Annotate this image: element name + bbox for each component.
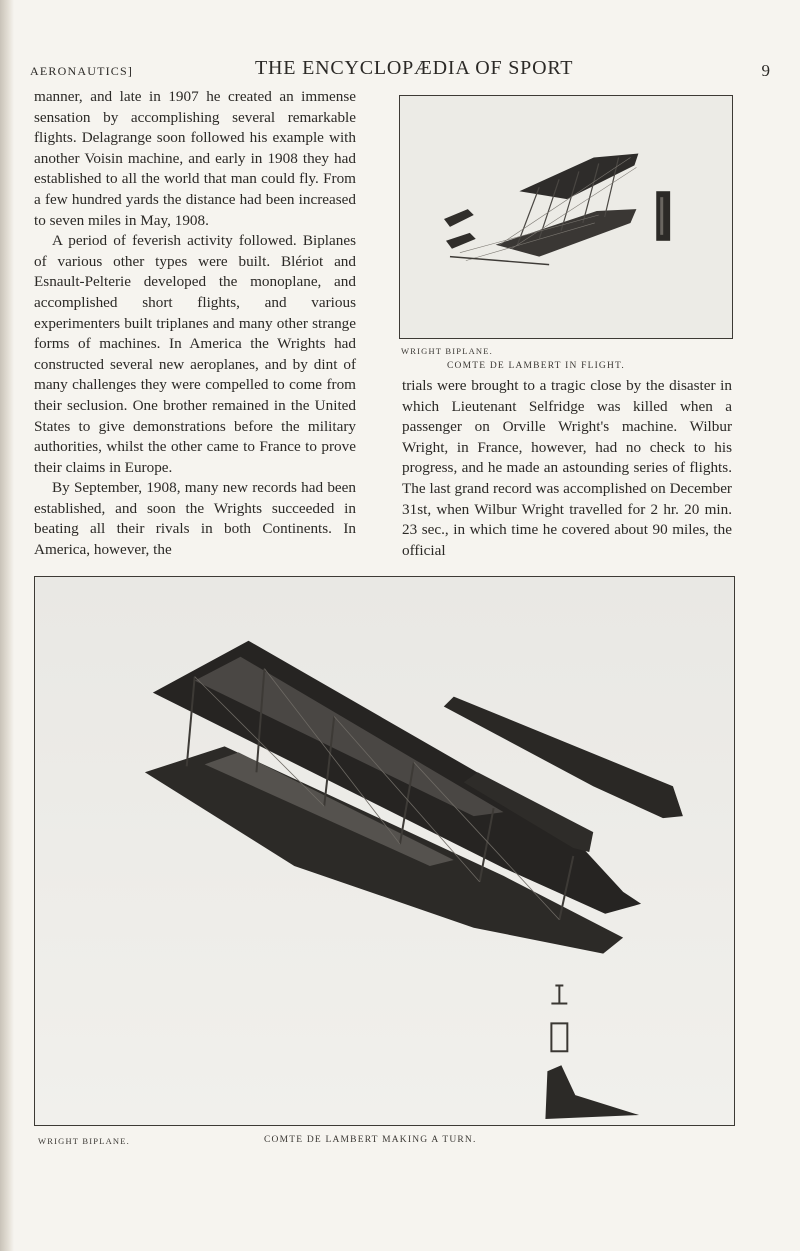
paragraph: manner, and late in 1907 he created an immense sensation by accomplishing several remarkable flights. Delagrange soon followed his example with another Voisin machine, and early in 1908 they had established to all the world that man could fly. From a few hundred yards the distance had been increased to seven miles in May, 1908. [34,88,356,229]
paragraph: trials were brought to a tragic close by the disaster in which Lieutenant Selfridge was killed when a passenger on Orville Wright's machine. Wilbur Wright, in France, however, had no check to his progress, and he made an astounding series of flights. The last grand record was accomplished on December 31st, when Wilbur Wright travelled for 2 hr. 20 min. 23 sec., in which time he covered about 90 miles, the official [402,377,732,559]
running-head [30,57,770,83]
figure-1-caption-left: WRIGHT BIPLANE. [401,346,493,356]
running-head-section: AERONAUTICS] [30,64,134,78]
figure-2-caption-right: COMTE DE LAMBERT MAKING A TURN. [264,1135,477,1145]
left-text-column [34,87,356,561]
running-head-title: THE ENCYCLOPÆDIA OF SPORT [255,57,574,79]
page-number: 9 [761,61,770,80]
biplane-illustration-2 [35,577,734,1125]
figure-1-caption-right: COMTE DE LAMBERT IN FLIGHT. [447,361,625,371]
paragraph: By September, 1908, many new records had been established, and soon the Wrights succeeded in beating all their rivals in both Continents. In America, however, the [34,479,356,559]
photo-wright-biplane-in-flight [399,95,733,339]
paragraph: A period of feverish activity followed. Biplanes of various other types were built. Blériot and Esnault-Pelterie developed the monoplane, and accomplished short flights, and various experimenters built triplanes and many other strange forms of machines. In America the Wrights had constructed several new aeroplanes, and by dint of many challenges they were compelled to come from their seclusion. One brother remained in the United States to give demonstrations before the military authorities, whilst the other came to France to prove their claims in Europe. [34,232,356,476]
right-text-column [402,376,732,561]
page-spine-shadow [0,0,14,1251]
biplane-illustration-1 [400,96,732,338]
figure-2-caption-left: WRIGHT BIPLANE. [38,1136,130,1146]
photo-wright-biplane-making-turn [34,576,735,1126]
